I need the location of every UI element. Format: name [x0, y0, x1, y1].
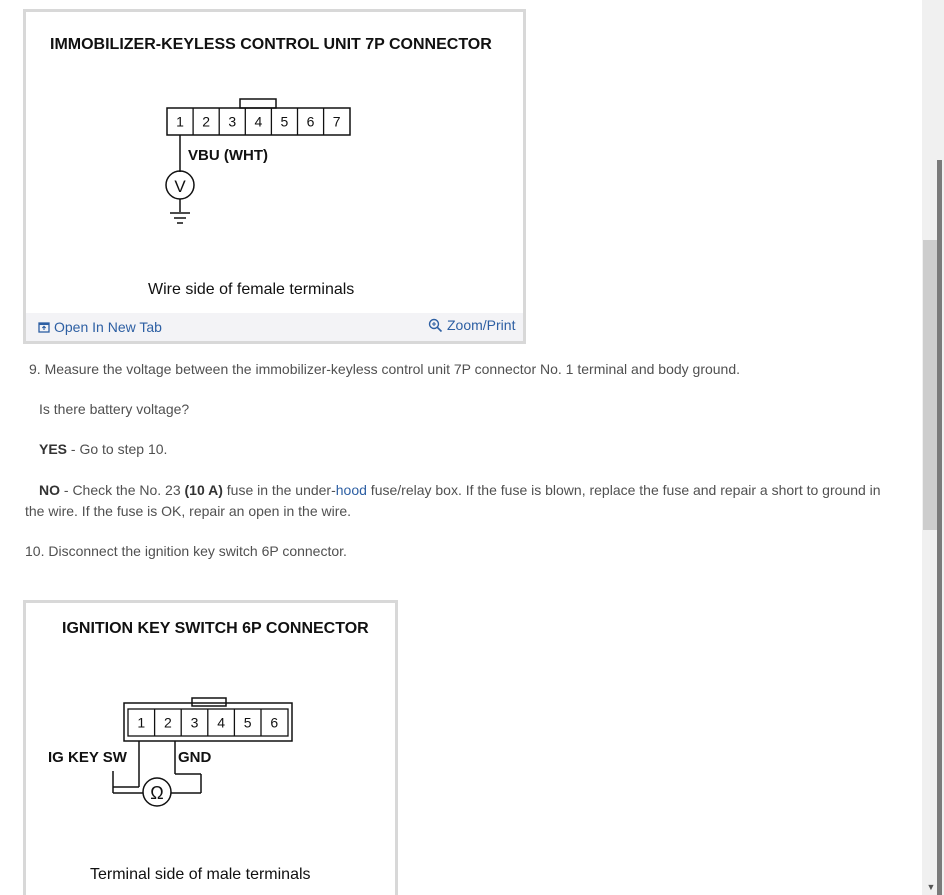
figure-caption-2: Terminal side of male terminals	[90, 866, 311, 883]
gnd-label: GND	[178, 749, 212, 766]
connector-diagram-7p	[26, 12, 523, 313]
figure-caption: Wire side of female terminals	[148, 281, 355, 298]
pin-number: 2	[202, 113, 211, 130]
no-text-1: - Check the No. 23	[60, 482, 185, 498]
figure-toolbar	[26, 313, 523, 341]
pin-number: 4	[217, 714, 225, 731]
hood-link[interactable]: hood	[335, 482, 367, 498]
scrollbar-edge	[937, 160, 942, 895]
step-10: 10. Disconnect the ignition key switch 6P connector.	[25, 543, 347, 559]
connector-latch-2	[192, 698, 226, 706]
step-9: 9. Measure the voltage between the immobilizer-keyless control unit 7P connector No. 1 terminal and body ground.	[29, 361, 741, 377]
pin-number: 1	[176, 113, 184, 130]
pin-number: 5	[243, 714, 252, 731]
connector-latch	[240, 99, 276, 108]
voltmeter-symbol: V	[174, 177, 186, 196]
open-new-tab-icon	[38, 321, 50, 333]
ground-icon	[170, 213, 190, 223]
connector-pins	[176, 108, 341, 135]
wire-label: VBU (WHT)	[188, 147, 268, 164]
yes-label: YES	[39, 441, 68, 457]
ig-key-sw-label: IG KEY SW	[48, 749, 127, 766]
step-9-no	[39, 480, 899, 501]
connector-pins-2	[137, 709, 278, 736]
pin-number: 1	[137, 714, 146, 731]
figure-title-2: IGNITION KEY SWITCH 6P CONNECTOR	[62, 620, 369, 637]
pin-number: 6	[306, 113, 315, 130]
step-9-yes	[39, 439, 167, 460]
fuse-rating: (10 A)	[184, 482, 223, 498]
step-9-question: Is there battery voltage?	[39, 401, 190, 417]
open-new-tab-link[interactable]	[38, 319, 162, 335]
pin-number: 2	[164, 714, 172, 731]
figure-7p-connector	[23, 9, 526, 344]
pin-number: 3	[228, 113, 237, 130]
pin-number: 3	[190, 714, 199, 731]
connector-diagram-6p	[26, 603, 395, 895]
scroll-down-icon[interactable]: ▼	[926, 882, 936, 892]
scrollbar-thumb[interactable]	[923, 240, 937, 530]
zoom-icon	[428, 318, 443, 333]
pin-number: 4	[254, 113, 263, 130]
zoom-print-label: Zoom/Print	[447, 317, 516, 333]
figure-6p-connector	[23, 600, 398, 895]
step-9-no-cont: the wire. If the fuse is OK, repair an open in the wire.	[25, 503, 352, 519]
no-text-3: fuse/relay box. If the fuse is blown, replace the fuse and repair a short to ground in	[366, 482, 881, 498]
figure-title: IMMOBILIZER-KEYLESS CONTROL UNIT 7P CONNECTOR	[50, 36, 492, 53]
pin-number: 5	[280, 113, 289, 130]
pin-number: 6	[270, 714, 279, 731]
yes-text: - Go to step 10.	[67, 441, 168, 457]
no-label: NO	[39, 482, 60, 498]
no-text-2: fuse in the under-	[222, 482, 336, 498]
pin-number: 7	[332, 113, 341, 130]
zoom-print-link[interactable]	[428, 317, 515, 333]
open-new-tab-label: Open In New Tab	[54, 319, 162, 335]
ohmmeter-symbol: Ω	[150, 783, 164, 803]
